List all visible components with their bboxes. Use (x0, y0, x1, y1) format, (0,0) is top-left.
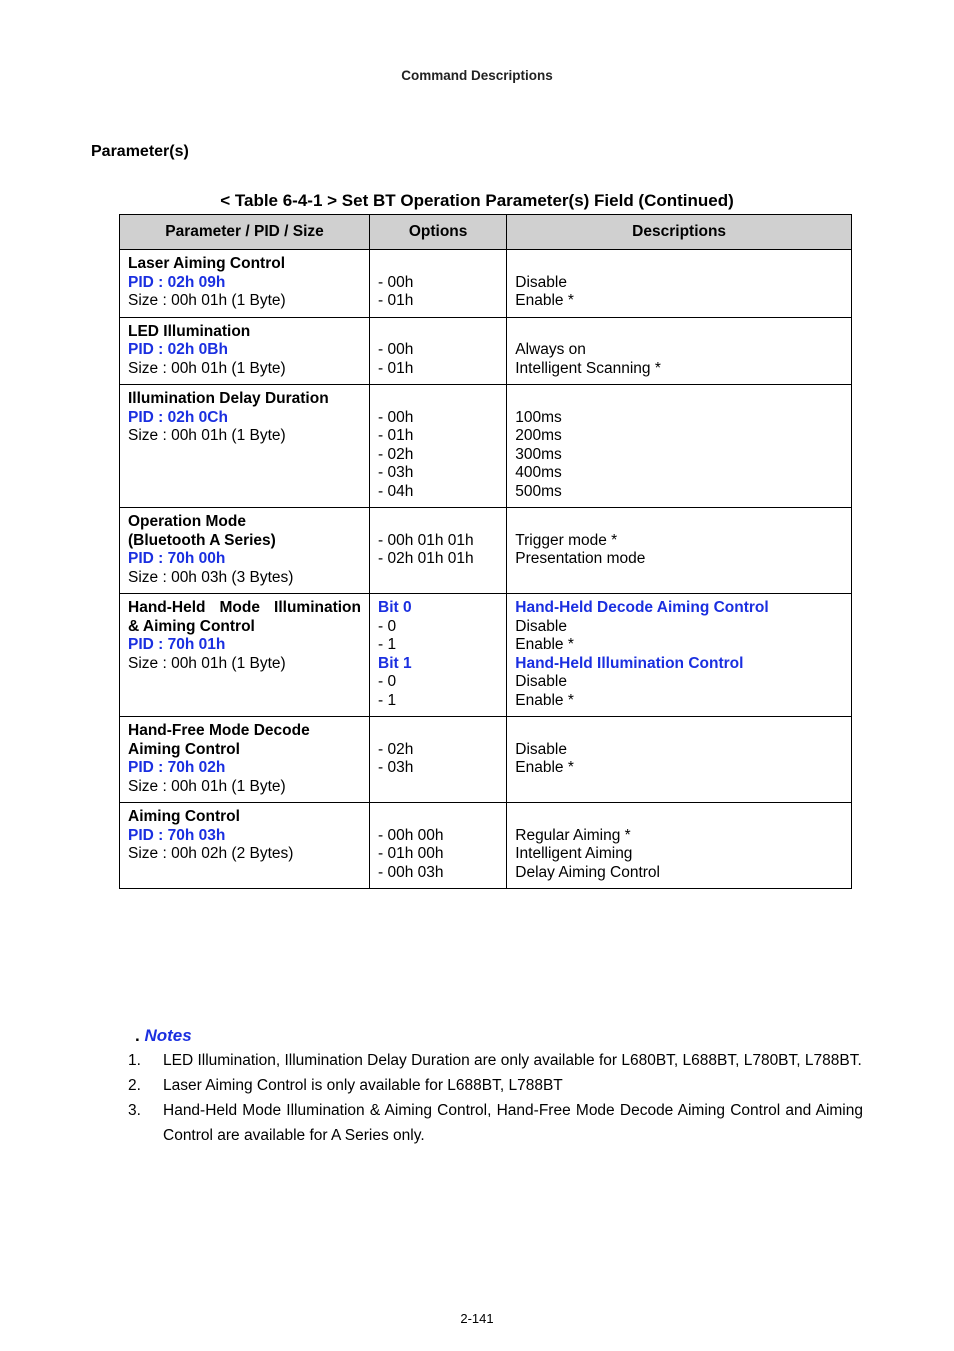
bit-label: Bit 1 (378, 654, 412, 672)
parameter-name: Hand-Held Mode Illumination (128, 599, 361, 616)
description-value: Intelligent Scanning * (515, 359, 661, 377)
parameter-name: Hand-Free Mode Decode (128, 722, 310, 739)
note-text: LED Illumination, Illumination Delay Duration are only available for L680BT, L688BT, L780BT, L788BT. (163, 1052, 862, 1069)
option-value: - 01h (378, 427, 414, 444)
option-value: - 01h (378, 359, 414, 377)
note-number: 1. (128, 1052, 141, 1069)
note-text: Laser Aiming Control is only available for L688BT, L788BT (163, 1077, 563, 1094)
parameter-pid: PID : 02h 0Ch (128, 408, 228, 426)
notes-title (135, 1026, 192, 1046)
parameter-name: & Aiming Control (128, 617, 255, 635)
descriptions-cell (507, 594, 852, 717)
description-subtitle: Hand-Held Illumination Control (515, 654, 744, 672)
description-value: 200ms (515, 427, 562, 444)
section-title: Parameter(s) (91, 143, 189, 160)
parameter-pid: PID : 70h 01h (128, 636, 226, 653)
option-value: - 01h 00h (378, 845, 444, 862)
option-value: - 02h (378, 740, 414, 758)
table-row (120, 250, 852, 318)
option-value: - 0 (378, 617, 397, 635)
options-cell (370, 803, 507, 889)
note-text: Hand-Held Mode Illumination & Aiming Control, Hand-Free Mode Decode Aiming Control and Aiming Control are available for A Series only. (163, 1102, 863, 1144)
description-subtitle: Hand-Held Decode Aiming Control (515, 599, 769, 616)
option-value: - 00h 00h (378, 826, 444, 844)
description-value: Regular Aiming * (515, 826, 631, 844)
option-value: - 1 (378, 691, 397, 709)
table-row (120, 594, 852, 717)
list-item (128, 1048, 863, 1073)
option-value: - 01h (378, 292, 414, 309)
option-value: - 00h (378, 408, 414, 426)
description-value: 100ms (515, 408, 562, 426)
description-value: Enable * (515, 292, 574, 309)
notes-title-text: Notes (144, 1026, 192, 1045)
descriptions-cell (507, 803, 852, 889)
parameter-cell (120, 508, 370, 594)
description-value: 400ms (515, 464, 562, 481)
parameter-pid: PID : 70h 00h (128, 550, 226, 567)
parameter-name: Illumination Delay Duration (128, 390, 329, 407)
notes-list (128, 1048, 863, 1148)
parameter-cell (120, 317, 370, 385)
description-value: Presentation mode (515, 550, 646, 567)
option-value: - 00h 03h (378, 863, 444, 881)
description-value: Disable (515, 740, 567, 758)
table-row (120, 508, 852, 594)
option-value: - 1 (378, 636, 397, 653)
list-item (128, 1098, 863, 1148)
parameter-name: Laser Aiming Control (128, 255, 286, 272)
parameter-cell (120, 250, 370, 318)
table-row (120, 317, 852, 385)
table-row (120, 803, 852, 889)
options-cell (370, 317, 507, 385)
description-value: Trigger mode * (515, 531, 618, 549)
parameter-size: Size : 00h 01h (1 Byte) (128, 427, 286, 444)
note-number: 3. (128, 1102, 141, 1119)
description-value: 500ms (515, 482, 562, 500)
option-value: - 03h (378, 759, 414, 776)
description-value: 300ms (515, 445, 562, 463)
parameter-size: Size : 00h 01h (1 Byte) (128, 292, 286, 309)
column-header-descriptions: Descriptions (507, 215, 852, 250)
option-value: - 04h (378, 482, 414, 500)
option-value: - 03h (378, 464, 414, 481)
running-header: Command Descriptions (401, 68, 553, 83)
option-value: - 00h (378, 341, 414, 358)
list-item (128, 1073, 863, 1098)
description-value: Intelligent Aiming (515, 845, 633, 862)
description-value: Enable * (515, 759, 574, 776)
page-number: 2-141 (460, 1311, 494, 1326)
options-cell (370, 250, 507, 318)
parameter-cell (120, 385, 370, 508)
parameter-size: Size : 00h 02h (2 Bytes) (128, 845, 294, 862)
bit-label: Bit 0 (378, 599, 412, 616)
descriptions-cell (507, 385, 852, 508)
description-value: Always on (515, 341, 586, 358)
option-value: - 02h (378, 445, 414, 463)
parameter-cell (120, 717, 370, 803)
parameter-size: Size : 00h 01h (1 Byte) (128, 654, 286, 672)
notes-bullet: . (135, 1026, 140, 1045)
parameter-pid: PID : 70h 03h (128, 826, 226, 844)
descriptions-cell (507, 317, 852, 385)
description-value: Disable (515, 273, 567, 291)
parameter-name: LED Illumination (128, 322, 251, 340)
options-cell (370, 508, 507, 594)
description-value: Enable * (515, 691, 574, 709)
option-value: - 00h (378, 273, 414, 291)
options-cell (370, 385, 507, 508)
parameter-name: Aiming Control (128, 808, 240, 825)
description-value: Delay Aiming Control (515, 863, 660, 881)
parameter-size: Size : 00h 01h (1 Byte) (128, 777, 286, 795)
table-row (120, 717, 852, 803)
descriptions-cell (507, 250, 852, 318)
description-value: Enable * (515, 636, 574, 653)
parameter-table (119, 214, 852, 889)
option-value: - 0 (378, 673, 397, 690)
parameter-name: Operation Mode (128, 513, 246, 530)
table-header-row (120, 215, 852, 250)
description-value: Disable (515, 617, 567, 635)
parameter-name: (Bluetooth A Series) (128, 531, 276, 549)
parameter-pid: PID : 02h 0Bh (128, 341, 228, 358)
option-value: - 02h 01h 01h (378, 550, 474, 567)
parameter-pid: PID : 02h 09h (128, 273, 226, 291)
descriptions-cell (507, 508, 852, 594)
column-header-parameter: Parameter / PID / Size (120, 215, 370, 250)
options-cell (370, 717, 507, 803)
parameter-size: Size : 00h 01h (1 Byte) (128, 359, 286, 377)
table-row (120, 385, 852, 508)
parameter-size: Size : 00h 03h (3 Bytes) (128, 568, 294, 586)
options-cell (370, 594, 507, 717)
note-number: 2. (128, 1077, 141, 1094)
description-value: Disable (515, 673, 567, 690)
table-caption: < Table 6-4-1 > Set BT Operation Parameter(s) Field (Continued) (220, 191, 734, 210)
descriptions-cell (507, 717, 852, 803)
parameter-pid: PID : 70h 02h (128, 759, 226, 776)
parameter-cell (120, 594, 370, 717)
column-header-options: Options (370, 215, 507, 250)
parameter-cell (120, 803, 370, 889)
parameter-name: Aiming Control (128, 740, 240, 758)
option-value: - 00h 01h 01h (378, 531, 474, 549)
